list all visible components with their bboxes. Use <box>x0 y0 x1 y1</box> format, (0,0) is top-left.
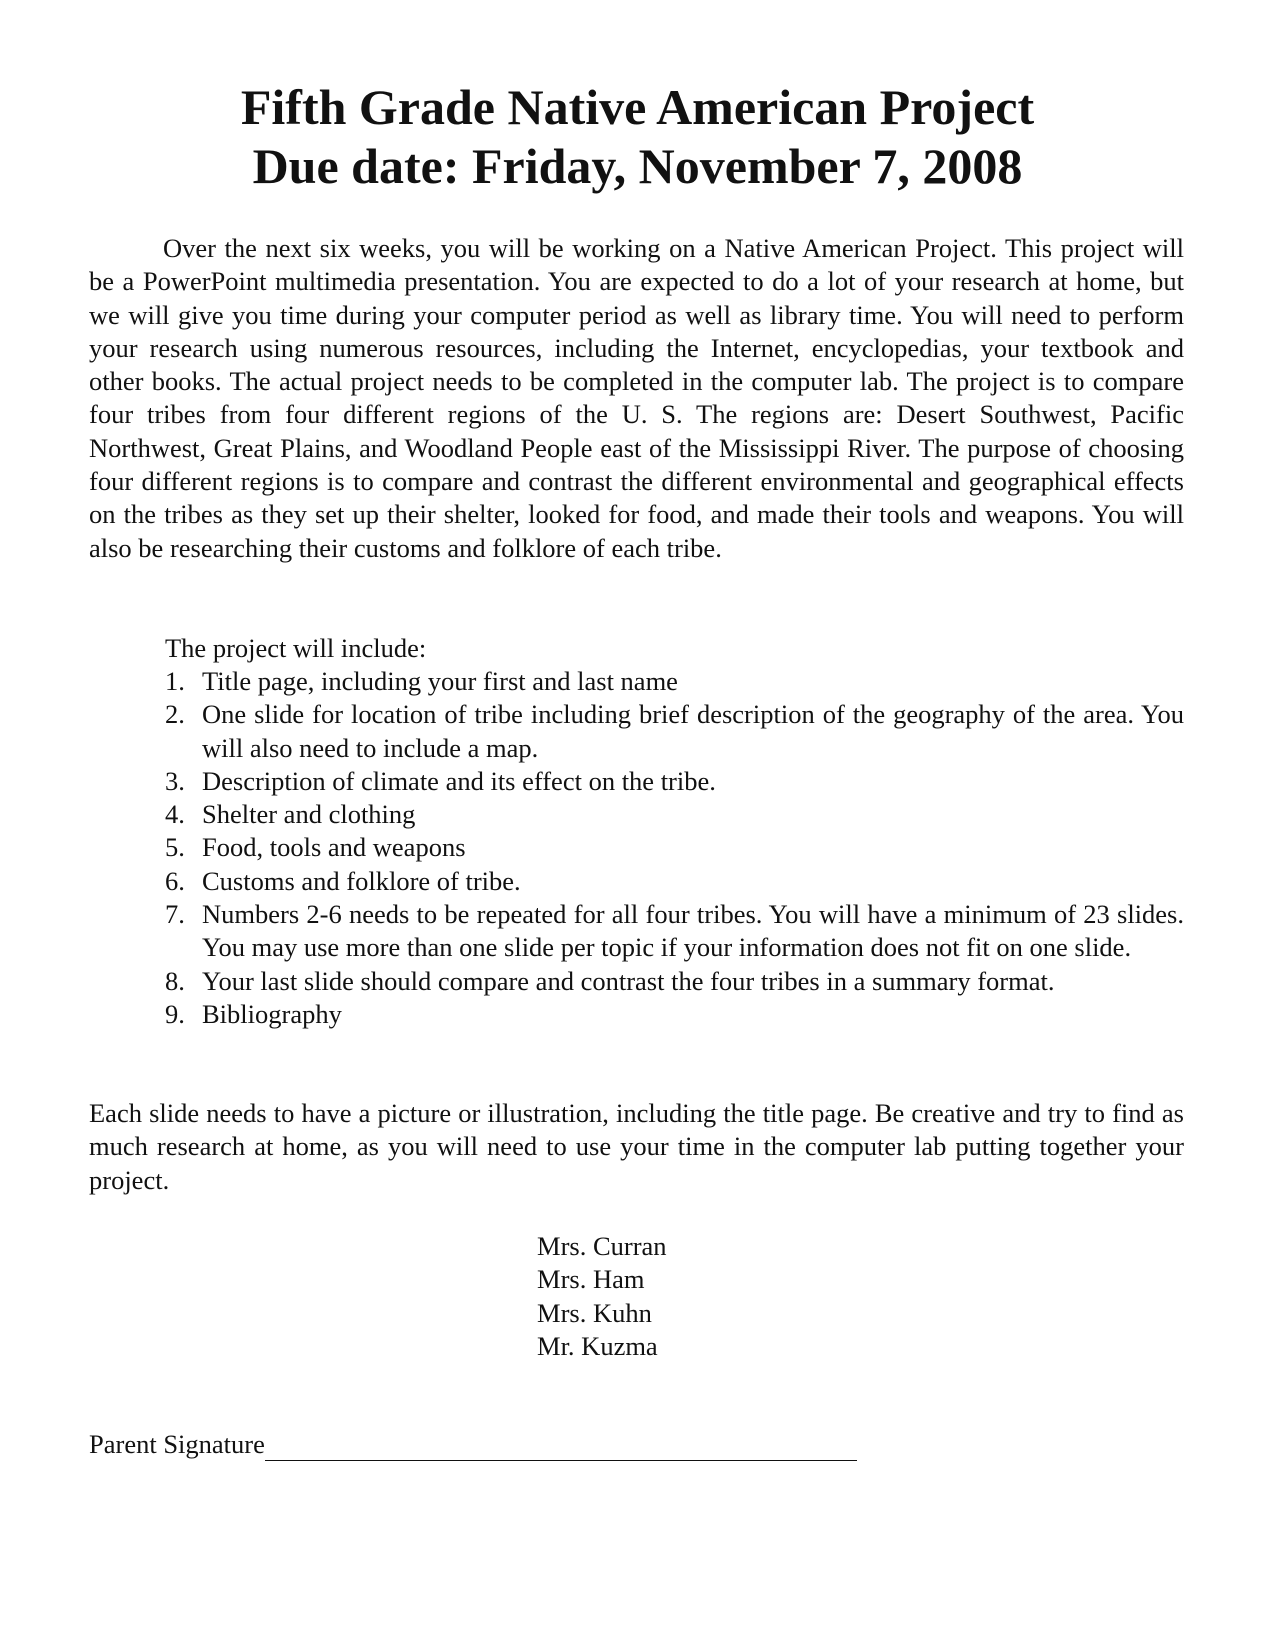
list-item-number: 1. <box>165 666 185 696</box>
list-intro: The project will include: <box>165 633 427 663</box>
signer-name: Mrs. Kuhn <box>537 1297 652 1328</box>
document-title: Fifth Grade Native American Project <box>240 79 1035 135</box>
parent-signature-row <box>89 1428 857 1461</box>
list-item-text: Food, tools and weapons <box>202 832 466 863</box>
closing-paragraph: Each slide needs to have a picture or illustration, including the title page. Be creative and try to find as much research at home, as you will need to use your time in the computer lab putting together your project. <box>89 1098 1184 1195</box>
signer-name: Mrs. Curran <box>537 1231 667 1261</box>
list-item-number: 6. <box>165 865 185 896</box>
title-block <box>0 78 1275 196</box>
list-item-number: 5. <box>165 832 185 863</box>
list-item <box>165 698 1184 765</box>
list-item-number: 4. <box>165 799 185 830</box>
intro-paragraph: Over the next six weeks, you will be working on a Native American Project. This project will be a PowerPoint multimedia presentation. You are expected to do a lot of your research at home, but we will give you time during your computer period as well as library time. You will need to perform your research using numerous resources, including the Internet, encyclopedias, your textbook and other books. The actual project needs to be completed in the computer lab. The project is to compare four tribes from four different regions of the U. S. The regions are: Desert Southwest, Pacific Northwest, Great Plains, and Woodland People east of the Mississippi River. The purpose of choosing four different regions is to compare and contrast the different environmental and geographical effects on the tribes as they set up their shelter, looked for food, and made their tools and weapons. You will also be researching their customs and folklore of each tribe. <box>89 233 1184 563</box>
list-item-text: Numbers 2-6 needs to be repeated for all four tribes. You will have a minimum of 23 slides. You may use more than one slide per topic if your information does not fit on one slide. <box>202 899 1184 963</box>
list-item-text: Bibliography <box>202 998 342 1029</box>
list-item <box>165 765 1184 798</box>
list-item-number: 3. <box>165 765 185 796</box>
list-item <box>165 831 1184 864</box>
list-item <box>165 865 1184 898</box>
signature-label: Parent Signature <box>89 1429 265 1459</box>
list-item-text: Title page, including your first and last name <box>202 666 678 696</box>
signers-block <box>537 1230 667 1363</box>
list-item-text: Description of climate and its effect on the tribe. <box>202 765 716 796</box>
list-item-number: 2. <box>165 699 185 730</box>
signer-name: Mrs. Ham <box>537 1264 645 1295</box>
signature-line[interactable] <box>265 1436 857 1461</box>
list-item-number: 9. <box>165 998 185 1029</box>
requirements-list <box>165 665 1184 1031</box>
list-item-number: 7. <box>165 899 185 930</box>
list-item <box>165 898 1184 965</box>
list-item-text: Your last slide should compare and contrast the four tribes in a summary format. <box>202 965 1055 996</box>
list-item-text: Shelter and clothing <box>202 799 416 830</box>
list-item-text: One slide for location of tribe including brief description of the geography of the area. You will also need to include a map. <box>202 699 1184 763</box>
list-item-text: Customs and folklore of tribe. <box>202 865 521 896</box>
list-item <box>165 965 1184 998</box>
list-item <box>165 665 1184 698</box>
due-date: Due date: Friday, November 7, 2008 <box>252 138 1023 194</box>
list-item <box>165 798 1184 831</box>
list-item <box>165 998 1184 1031</box>
signer-name: Mr. Kuzma <box>537 1330 658 1361</box>
list-item-number: 8. <box>165 965 185 996</box>
